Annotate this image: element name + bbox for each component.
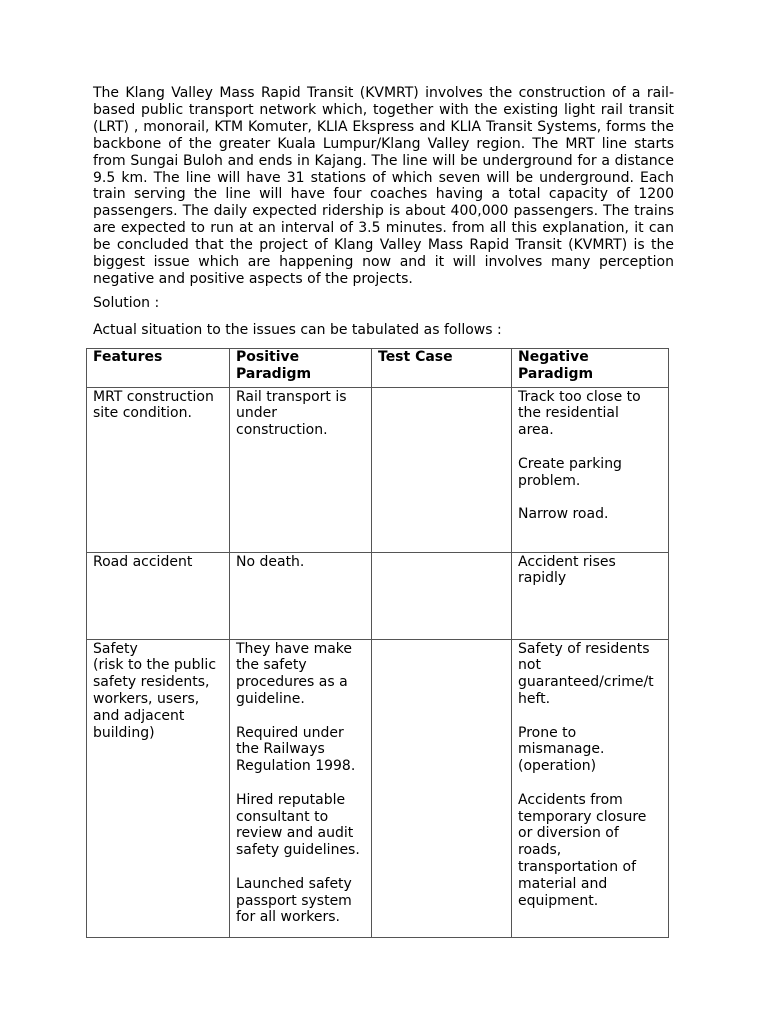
header-test-case: Test Case <box>372 349 512 388</box>
cell-feature: MRT construction site condition. <box>87 387 230 552</box>
header-features: Features <box>87 349 230 388</box>
cell-positive: Rail transport is under construction. <box>230 387 372 552</box>
cell-positive: They have make the safety procedures as a guideline. Required under the Railways Regulation 1998. Hired reputable consultant to review and audit safety guidelines. Launched safety passport system for all workers. <box>230 639 372 937</box>
solution-label: Solution : <box>93 295 160 311</box>
cell-negative: Track too close to the residential area. Create parking problem. Narrow road. <box>512 387 669 552</box>
table-header-row <box>87 349 669 388</box>
cell-feature: Safety (risk to the public safety residents, workers, users, and adjacent building) <box>87 639 230 937</box>
table-row <box>87 552 669 639</box>
features-table <box>86 348 669 938</box>
table-intro: Actual situation to the issues can be tabulated as follows : <box>93 322 502 338</box>
header-negative-paradigm: Negative Paradigm <box>512 349 669 388</box>
cell-negative: Accident rises rapidly <box>512 552 669 639</box>
cell-test-case <box>372 552 512 639</box>
cell-test-case <box>372 639 512 937</box>
cell-test-case <box>372 387 512 552</box>
header-positive-paradigm: Positive Paradigm <box>230 349 372 388</box>
intro-paragraph: The Klang Valley Mass Rapid Transit (KVMRT) involves the construction of a rail-based public transport network which, together with the existing light rail transit (LRT) , monorail, KTM Komuter, KLIA Ekspress and KLIA Transit Systems, forms the backbone of the greater Kuala Lumpur/Klang Valley region. The MRT line starts from Sungai Buloh and ends in Kajang. The line will be underground for a distance 9.5 km. The line will have 31 stations of which seven will be underground. Each train serving the line will have four coaches having a total capacity of 1200 passengers. The daily expected ridership is about 400,000 passengers. The trains are expected to run at an interval of 3.5 minutes. from all this explanation, it can be concluded that the project of Klang Valley Mass Rapid Transit (KVMRT) is the biggest issue which are happening now and it will involves many perception negative and positive aspects of the projects. <box>93 85 674 287</box>
cell-positive: No death. <box>230 552 372 639</box>
cell-negative: Safety of residents not guaranteed/crime/t heft. Prone to mismanage. (operation) Accidents from temporary closure or diversion of roads, transportation of material and equipment. <box>512 639 669 937</box>
cell-feature: Road accident <box>87 552 230 639</box>
table-row <box>87 387 669 552</box>
table-row <box>87 639 669 937</box>
